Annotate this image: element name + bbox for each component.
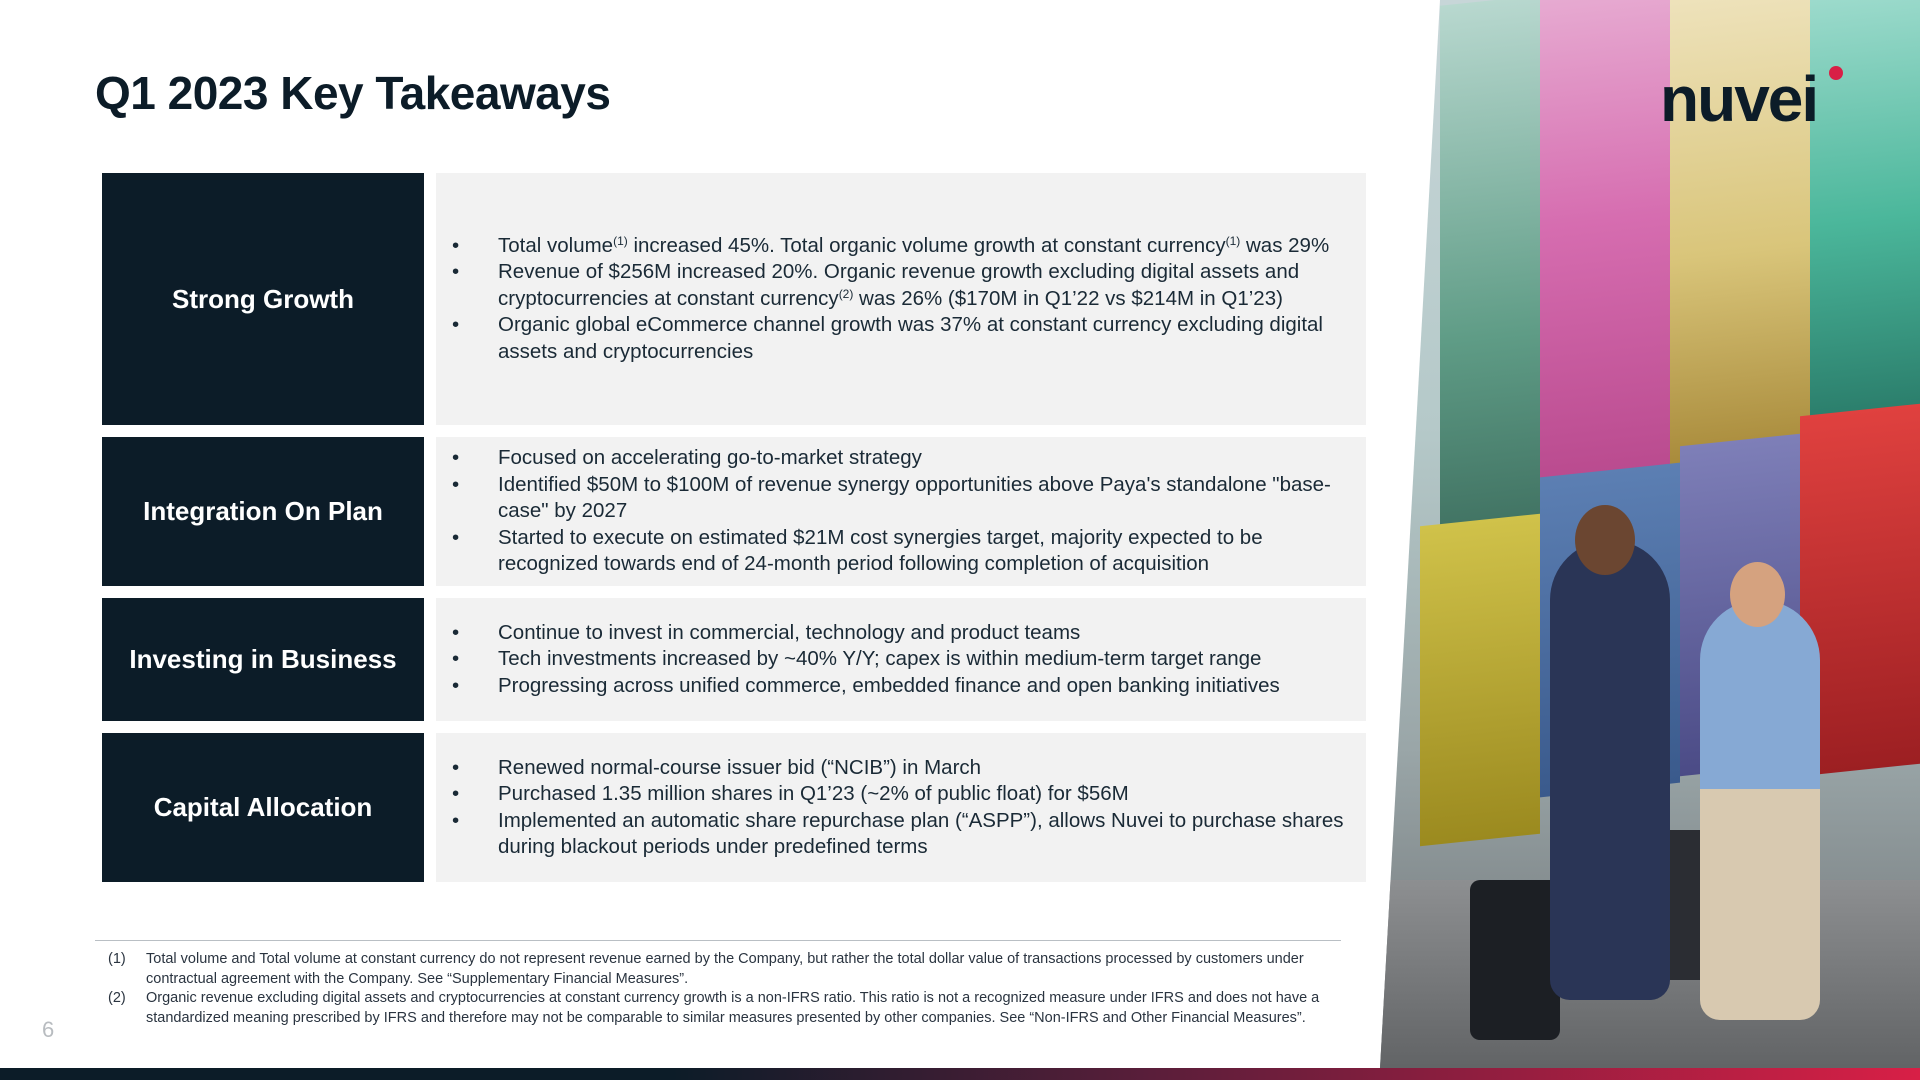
footnote-ref: (1): [613, 233, 628, 248]
row-body: [436, 173, 1366, 425]
bullet-item: • Focused on accelerating go-to-market strategy: [436, 445, 1354, 472]
footnote-ref: (2): [838, 286, 854, 301]
page-number: 6: [42, 1017, 55, 1042]
bullet-item: • Identified $50M to $100M of revenue synergy opportunities above Paya's standalone "base-case" by 2027: [436, 472, 1354, 525]
footnote-divider: [95, 940, 1341, 941]
bullet-item: • Implemented an automatic share repurchase plan (“ASPP”), allows Nuvei to purchase shares during blackout periods under predefined terms: [436, 808, 1354, 861]
footnote: [108, 989, 1328, 1028]
footnote-number: (1): [108, 951, 126, 967]
footnote-ref: (1): [1225, 233, 1241, 248]
bullet-text: Revenue of $256M increased 20%. Organic revenue growth excluding digital assets and cryptocurrencies at constant currency: [498, 260, 1300, 310]
bullet-item: • Purchased 1.35 million shares in Q1’23 (~2% of public float) for $56M: [436, 781, 1354, 808]
brand-bottom-bar: [0, 1068, 1920, 1080]
takeaway-row-capital: [102, 733, 1366, 882]
bullet-text: Total volume: [498, 233, 614, 257]
bullet-item: [436, 233, 1354, 260]
footnote-text: Organic revenue excluding digital assets and cryptocurrencies at constant currency growth is a non-IFRS ratio. This ratio is not a recognized measure under IFRS and does not have a standardized meaning prescribed by IFRS and therefore may not be comparable to similar measures presented by other companies. See “Non-IFRS and Other Financial Measures”.: [146, 990, 1320, 1026]
bullet-item: • Tech investments increased by ~40% Y/Y; capex is within medium-term target range: [436, 646, 1354, 673]
bullet-text: increased 45%. Total organic volume growth at constant currency: [627, 233, 1226, 257]
footnote-number: (2): [108, 990, 126, 1006]
slide-title: Q1 2023 Key Takeaways: [95, 67, 611, 119]
bullet-item: • Continue to invest in commercial, technology and product teams: [436, 620, 1354, 647]
suitcase-image: [1470, 880, 1560, 1040]
bullet-list: [436, 755, 1354, 861]
bullet-item: [436, 312, 1354, 365]
footnote: [108, 950, 1328, 989]
bullet-list: [436, 620, 1354, 700]
footnotes: [108, 950, 1328, 1028]
bullet-item: • Progressing across unified commerce, embedded finance and open banking initiatives: [436, 673, 1354, 700]
bullet-item: [436, 259, 1354, 312]
hero-photo: [1380, 0, 1920, 1068]
nuvei-logo: nuvei: [1660, 63, 1818, 135]
bullet-text: was 29%: [1240, 233, 1330, 257]
bullet-text: Organic global eCommerce channel growth was 37% at constant currency excluding digital assets and cryptocurrencies: [498, 313, 1323, 363]
person-image: [1700, 600, 1820, 1020]
logo-dot-icon: [1829, 66, 1843, 80]
row-body: [436, 598, 1366, 721]
bullet-list: [436, 445, 1354, 578]
takeaway-row-strong-growth: [102, 173, 1366, 425]
row-body: [436, 437, 1366, 586]
row-label: Investing in Business: [102, 598, 424, 721]
person-image: [1550, 540, 1670, 1000]
bullet-item: • Started to execute on estimated $21M cost synergies target, majority expected to be recognized towards end of 24-month period following completion of acquisition: [436, 525, 1354, 578]
footnote-text: Total volume and Total volume at constant currency do not represent revenue earned by the Company, but rather the total dollar value of transactions processed by customers under contractual agreement with the Company. See “Supplementary Financial Measures”.: [146, 951, 1304, 987]
takeaway-row-investing: [102, 598, 1366, 721]
row-label: Strong Growth: [102, 173, 424, 425]
bullet-item: • Renewed normal-course issuer bid (“NCIB”) in March: [436, 755, 1354, 782]
bullet-text: was 26% ($170M in Q1’22 vs $214M in Q1’23): [853, 286, 1283, 310]
takeaway-row-integration: [102, 437, 1366, 586]
row-label: Capital Allocation: [102, 733, 424, 882]
row-body: [436, 733, 1366, 882]
bullet-list: [436, 233, 1354, 366]
row-label: Integration On Plan: [102, 437, 424, 586]
